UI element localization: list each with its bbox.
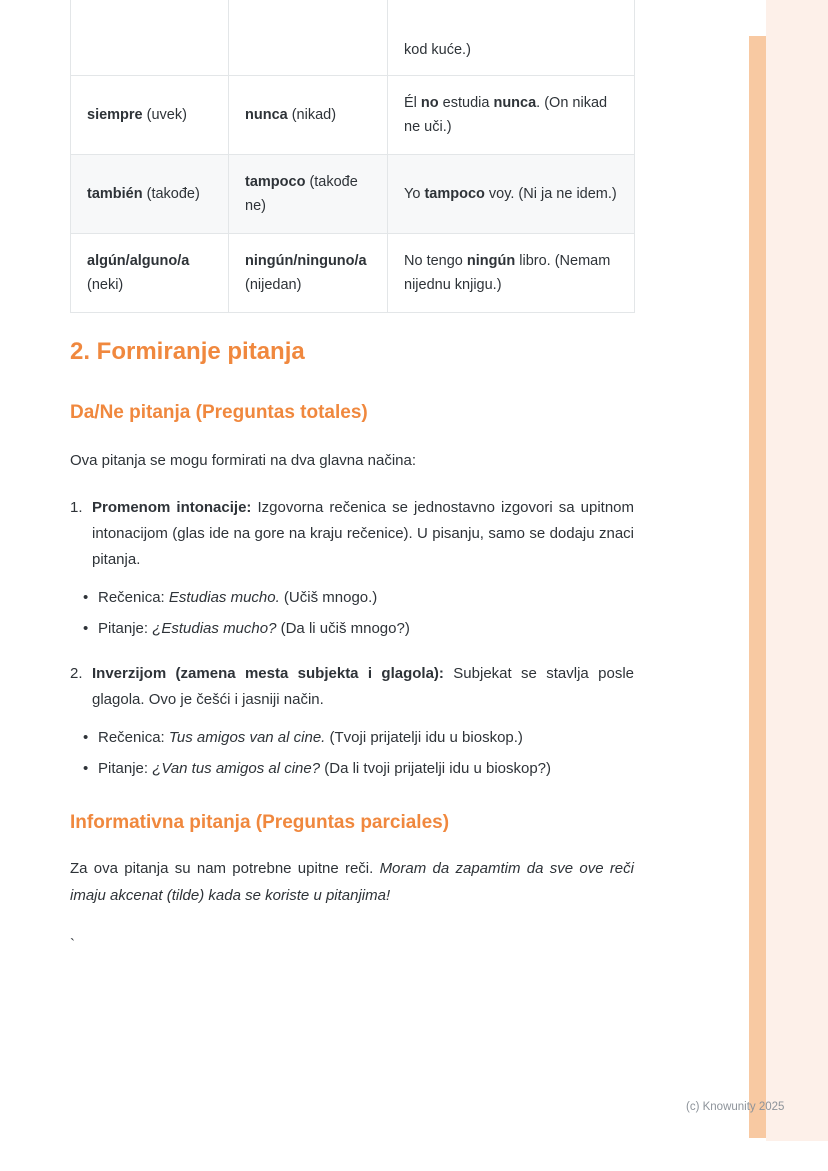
cell-text: tampoco (takođe ne) — [245, 173, 358, 214]
bullet-text: Pitanje: ¿Estudias mucho? (Da li učiš mnogo?) — [98, 619, 410, 637]
cell-text: siempre (uvek) — [87, 106, 187, 123]
intro-paragraph: Ova pitanja se mogu formirati na dva glavna načina: — [70, 451, 417, 469]
page-right-margin — [766, 0, 828, 1141]
informative-paragraph: Za ova pitanja su nam potrebne upitne reči. Moram da zapamtim da sve ove reči imaju akcenat (tilde) kada se koriste u pitanjima! — [70, 859, 634, 904]
copyright-footer: (c) Knowunity 2025 — [686, 1101, 785, 1113]
cell-text: también (takođe) — [87, 185, 200, 202]
cell-text: nunca (nikad) — [245, 106, 337, 123]
bullet-item — [83, 725, 634, 750]
table-cell — [71, 75, 229, 154]
list-item-text: Promenom intonacije: Izgovorna rečenica se jednostavno izgovori sa upitnom intonacijom (glas ide na gore na kraju rečenice). U pisanju, samo se dodaju znaci pitanja. — [92, 498, 635, 568]
table-cell — [388, 154, 635, 233]
list-item-text: Inverzijom (zamena mesta subjekta i glagola): Subjekat se stavlja posle glagola. Ovo je češći i jasniji način. — [92, 664, 634, 708]
cell-text: kod kuće.) — [404, 41, 471, 58]
bullet-item — [83, 585, 634, 610]
table-row-partial — [71, 0, 635, 75]
bullet-list — [70, 585, 634, 641]
table-cell — [229, 154, 388, 233]
bullet-icon — [83, 756, 98, 781]
bullet-icon — [83, 725, 98, 750]
table-cell — [229, 0, 388, 75]
bullet-item — [83, 616, 634, 641]
bullet-item — [83, 756, 634, 781]
document-page — [70, 0, 634, 957]
bullet-list — [70, 725, 634, 781]
cell-text: ningún/ninguno/a (nijedan) — [245, 252, 367, 293]
page-edge-stripe — [749, 36, 766, 1138]
bullet-icon — [83, 616, 98, 641]
table-cell — [71, 0, 229, 75]
cell-text: algún/alguno/a (neki) — [87, 252, 190, 293]
table-cell — [229, 233, 388, 312]
bullet-text: Rečenica: Estudias mucho. (Učiš mnogo.) — [98, 588, 378, 606]
table-cell — [71, 233, 229, 312]
table-cell — [229, 75, 388, 154]
list-number: 2. — [70, 664, 83, 682]
cell-text: Él no estudia nunca. (On nikad ne uči.) — [404, 94, 608, 135]
table-cell — [388, 233, 635, 312]
subsection-heading-informative: Informativna pitanja (Preguntas parciales) — [70, 811, 450, 833]
section-heading: 2. Formiranje pitanja — [70, 337, 305, 365]
bullet-icon — [83, 585, 98, 610]
table-row — [71, 75, 635, 154]
list-number: 1. — [70, 498, 83, 516]
cell-text: Yo tampoco voy. (Ni ja ne idem.) — [404, 185, 617, 202]
vocab-table — [70, 0, 635, 313]
numbered-list — [70, 495, 634, 781]
stray-backtick: ` — [70, 935, 75, 953]
subsection-heading-yesno: Da/Ne pitanja (Preguntas totales) — [70, 401, 368, 423]
list-item — [70, 495, 634, 641]
table-cell — [388, 75, 635, 154]
bullet-text: Rečenica: Tus amigos van al cine. (Tvoji prijatelji idu u bioskop.) — [98, 728, 523, 746]
table-row — [71, 233, 635, 312]
table-row — [71, 154, 635, 233]
list-item — [70, 661, 634, 781]
table-cell — [71, 154, 229, 233]
table-cell — [388, 0, 635, 75]
cell-text: No tengo ningún libro. (Nemam nijednu knjigu.) — [404, 252, 611, 293]
bullet-text: Pitanje: ¿Van tus amigos al cine? (Da li tvoji prijatelji idu u bioskop?) — [98, 759, 552, 777]
